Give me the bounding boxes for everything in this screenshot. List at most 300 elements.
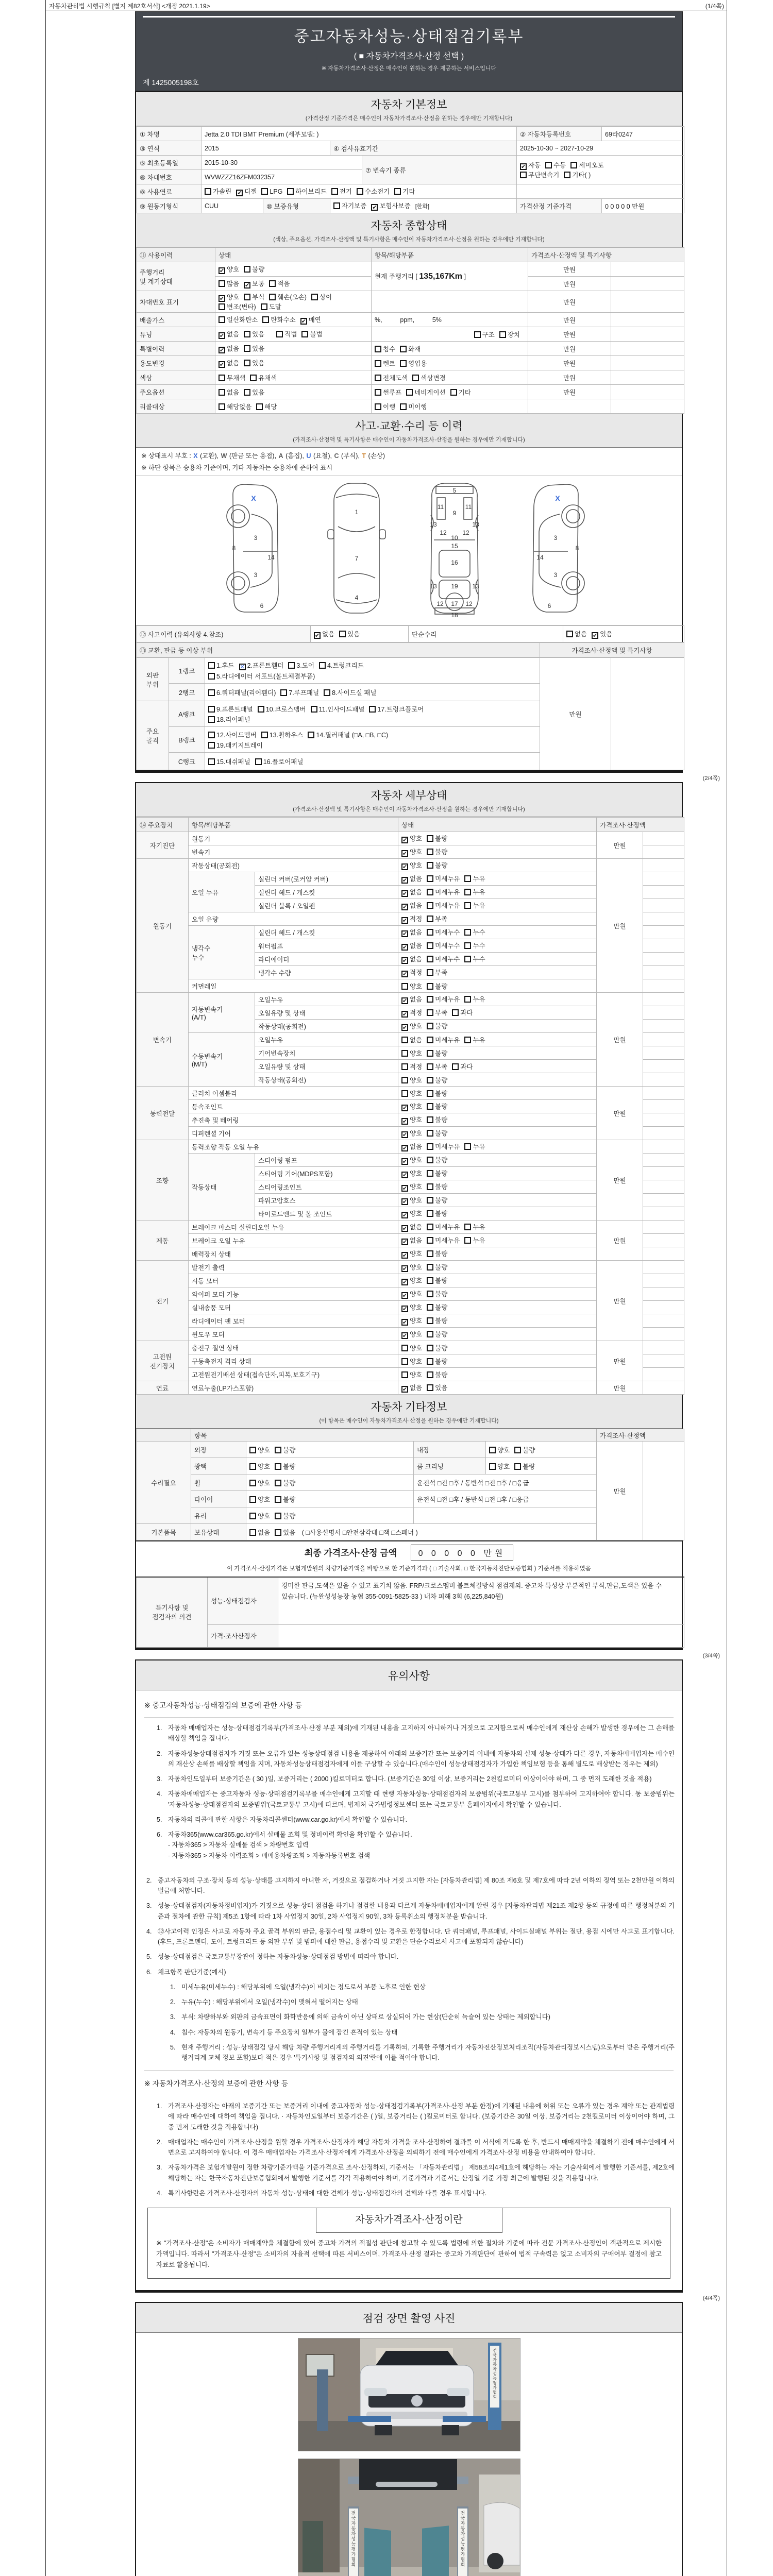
- checkbox[interactable]: ✔: [402, 931, 408, 937]
- checkbox[interactable]: ✔: [402, 891, 408, 897]
- checkbox-option[interactable]: [464, 887, 485, 896]
- checkbox-option[interactable]: [269, 292, 307, 301]
- checkbox[interactable]: ✔: [402, 1239, 408, 1245]
- checkbox[interactable]: [208, 689, 215, 696]
- checkbox[interactable]: [401, 1050, 408, 1057]
- checkbox-option[interactable]: [545, 160, 566, 170]
- checkbox[interactable]: ✔: [402, 1252, 408, 1259]
- checkbox-option[interactable]: [427, 1235, 460, 1245]
- checkbox-option[interactable]: [427, 1343, 447, 1352]
- checkbox-option[interactable]: [239, 660, 284, 670]
- checkbox[interactable]: [427, 1050, 433, 1057]
- checkbox-option[interactable]: [219, 344, 239, 353]
- checkbox[interactable]: ✕: [240, 664, 245, 670]
- checkbox[interactable]: ✔: [402, 904, 408, 910]
- checkbox-option[interactable]: [208, 660, 234, 670]
- checkbox-option[interactable]: [427, 968, 447, 977]
- checkbox[interactable]: [489, 1447, 496, 1453]
- checkbox[interactable]: [288, 662, 295, 669]
- checkbox-option[interactable]: [258, 704, 306, 714]
- checkbox[interactable]: ✔: [593, 633, 598, 639]
- checkbox-option[interactable]: [427, 1195, 447, 1205]
- checkbox-option[interactable]: [401, 860, 422, 870]
- checkbox[interactable]: [427, 942, 433, 949]
- checkbox-option[interactable]: [401, 1142, 422, 1151]
- checkbox[interactable]: [261, 732, 268, 738]
- checkbox-option[interactable]: [427, 1115, 447, 1124]
- checkbox-option[interactable]: [219, 329, 239, 339]
- checkbox[interactable]: ✔: [402, 1226, 408, 1232]
- checkbox-option[interactable]: [427, 1316, 447, 1325]
- checkbox-option[interactable]: [452, 1062, 473, 1071]
- checkbox-option[interactable]: [464, 994, 485, 1004]
- checkbox-option[interactable]: [319, 660, 364, 670]
- checkbox-option[interactable]: [401, 1249, 422, 1259]
- checkbox-option[interactable]: [427, 847, 447, 856]
- checkbox[interactable]: ✔: [402, 1319, 408, 1326]
- checkbox-option[interactable]: [427, 874, 460, 883]
- checkbox-option[interactable]: [333, 201, 366, 210]
- checkbox[interactable]: [219, 375, 225, 381]
- checkbox-option[interactable]: [427, 834, 447, 843]
- checkbox-option[interactable]: [427, 914, 447, 923]
- checkbox[interactable]: ✔: [402, 1306, 408, 1312]
- checkbox[interactable]: [452, 1063, 459, 1070]
- checkbox[interactable]: [427, 1009, 433, 1016]
- checkbox[interactable]: ✔: [402, 1212, 408, 1218]
- checkbox-option[interactable]: [401, 1302, 422, 1312]
- checkbox-option[interactable]: [275, 1462, 295, 1471]
- checkbox[interactable]: [255, 758, 262, 765]
- checkbox[interactable]: ✔: [402, 837, 408, 843]
- checkbox[interactable]: [464, 929, 471, 936]
- checkbox-option[interactable]: [401, 968, 422, 977]
- checkbox-option[interactable]: [427, 1089, 447, 1098]
- checkbox[interactable]: [311, 706, 317, 713]
- checkbox-option[interactable]: [280, 688, 319, 697]
- checkbox[interactable]: [249, 1496, 256, 1503]
- checkbox[interactable]: [427, 1170, 433, 1177]
- checkbox-option[interactable]: [262, 315, 295, 324]
- checkbox-option[interactable]: [427, 1021, 447, 1030]
- checkbox-option[interactable]: [427, 1262, 447, 1272]
- checkbox[interactable]: [331, 188, 338, 195]
- checkbox-option[interactable]: [401, 1075, 422, 1084]
- checkbox[interactable]: [545, 162, 552, 168]
- checkbox[interactable]: [427, 1345, 433, 1351]
- checkbox[interactable]: [249, 1463, 256, 1470]
- checkbox-option[interactable]: [401, 1062, 422, 1071]
- checkbox[interactable]: [333, 202, 340, 209]
- checkbox[interactable]: [244, 360, 250, 366]
- checkbox[interactable]: [427, 1250, 433, 1257]
- checkbox[interactable]: [401, 1345, 408, 1351]
- checkbox-option[interactable]: [427, 901, 460, 910]
- checkbox[interactable]: [275, 1480, 281, 1486]
- checkbox-option[interactable]: [275, 1511, 295, 1520]
- checkbox[interactable]: [400, 360, 407, 367]
- checkbox-option[interactable]: [401, 1115, 422, 1125]
- checkbox[interactable]: [401, 1090, 408, 1097]
- checkbox[interactable]: [464, 902, 471, 909]
- checkbox[interactable]: [427, 1224, 433, 1230]
- checkbox[interactable]: ✔: [402, 1159, 408, 1165]
- checkbox-option[interactable]: [464, 1142, 485, 1151]
- checkbox-option[interactable]: [401, 954, 422, 964]
- checkbox[interactable]: ✔: [220, 347, 225, 353]
- checkbox-option[interactable]: [219, 387, 239, 397]
- checkbox[interactable]: [339, 631, 346, 637]
- checkbox-option[interactable]: [427, 1182, 447, 1191]
- checkbox[interactable]: [427, 1090, 433, 1097]
- checkbox[interactable]: [256, 403, 263, 410]
- checkbox[interactable]: ✔: [521, 164, 526, 170]
- checkbox-option[interactable]: [219, 292, 239, 302]
- checkbox[interactable]: [564, 172, 570, 178]
- checkbox-option[interactable]: [256, 402, 277, 411]
- checkbox-option[interactable]: [401, 1155, 422, 1165]
- checkbox-option[interactable]: [400, 359, 427, 368]
- checkbox-option[interactable]: [371, 201, 410, 211]
- checkbox[interactable]: [452, 1009, 459, 1016]
- checkbox-option[interactable]: [401, 1329, 422, 1339]
- checkbox[interactable]: ✔: [245, 282, 250, 289]
- checkbox[interactable]: ✔: [315, 633, 320, 639]
- checkbox[interactable]: [401, 983, 408, 990]
- checkbox-option[interactable]: [269, 279, 290, 288]
- checkbox-option[interactable]: [427, 941, 460, 950]
- checkbox-option[interactable]: [566, 629, 587, 638]
- checkbox[interactable]: [249, 1529, 256, 1536]
- checkbox[interactable]: [262, 316, 269, 323]
- checkbox[interactable]: [261, 188, 268, 195]
- checkbox[interactable]: [219, 316, 225, 323]
- checkbox-option[interactable]: [427, 1155, 447, 1164]
- checkbox-option[interactable]: [401, 874, 422, 884]
- checkbox[interactable]: [219, 280, 225, 287]
- checkbox[interactable]: [208, 706, 215, 713]
- checkbox-option[interactable]: [464, 954, 485, 963]
- checkbox[interactable]: [275, 1529, 281, 1536]
- checkbox[interactable]: [357, 188, 363, 195]
- checkbox-option[interactable]: [401, 927, 422, 937]
- checkbox-option[interactable]: [520, 160, 541, 170]
- checkbox-option[interactable]: [261, 188, 282, 195]
- checkbox-option[interactable]: [244, 329, 264, 338]
- checkbox-option[interactable]: [208, 671, 315, 681]
- checkbox[interactable]: [427, 1371, 433, 1378]
- checkbox-option[interactable]: [427, 1249, 447, 1258]
- checkbox-option[interactable]: [324, 688, 376, 697]
- checkbox[interactable]: ✔: [402, 1199, 408, 1205]
- checkbox-option[interactable]: [401, 1089, 422, 1098]
- checkbox[interactable]: [375, 403, 381, 410]
- checkbox[interactable]: ✔: [402, 1145, 408, 1151]
- checkbox-option[interactable]: [287, 187, 326, 196]
- checkbox[interactable]: [400, 403, 407, 410]
- checkbox-option[interactable]: [427, 927, 460, 937]
- checkbox-option[interactable]: [261, 302, 281, 311]
- checkbox[interactable]: [261, 303, 267, 310]
- checkbox[interactable]: [375, 389, 381, 396]
- checkbox[interactable]: ✔: [220, 296, 225, 302]
- checkbox-option[interactable]: [401, 1289, 422, 1299]
- checkbox-option[interactable]: [375, 359, 395, 368]
- checkbox-option[interactable]: [427, 860, 447, 870]
- checkbox-option[interactable]: [275, 1445, 295, 1454]
- checkbox[interactable]: ✔: [402, 944, 408, 951]
- checkbox[interactable]: [514, 1447, 521, 1453]
- checkbox-option[interactable]: [300, 315, 321, 325]
- checkbox-option[interactable]: [514, 1445, 535, 1454]
- checkbox-option[interactable]: [375, 387, 401, 397]
- checkbox[interactable]: [219, 403, 225, 410]
- checkbox-option[interactable]: [339, 629, 360, 638]
- checkbox[interactable]: [406, 389, 413, 396]
- checkbox[interactable]: [275, 1513, 281, 1519]
- checkbox[interactable]: [427, 902, 433, 909]
- checkbox-option[interactable]: [275, 1495, 295, 1504]
- checkbox[interactable]: [464, 996, 471, 1003]
- checkbox[interactable]: [375, 360, 381, 367]
- checkbox[interactable]: [427, 1143, 433, 1150]
- checkbox[interactable]: [427, 1291, 433, 1297]
- checkbox[interactable]: [369, 706, 376, 713]
- checkbox-option[interactable]: [375, 402, 395, 411]
- checkbox[interactable]: ✔: [402, 918, 408, 924]
- checkbox-option[interactable]: [427, 1357, 447, 1366]
- checkbox-option[interactable]: [452, 1008, 473, 1017]
- checkbox-option[interactable]: [401, 834, 422, 843]
- checkbox[interactable]: [464, 875, 471, 882]
- checkbox-option[interactable]: [427, 1075, 447, 1084]
- checkbox[interactable]: ✔: [402, 1185, 408, 1192]
- checkbox-option[interactable]: [427, 1062, 447, 1071]
- checkbox-option[interactable]: [244, 279, 264, 289]
- checkbox[interactable]: [464, 1037, 471, 1043]
- checkbox[interactable]: [244, 331, 250, 337]
- checkbox-option[interactable]: [401, 1168, 422, 1178]
- checkbox-option[interactable]: [427, 1383, 447, 1392]
- checkbox[interactable]: [401, 1037, 408, 1043]
- checkbox-option[interactable]: [249, 1511, 270, 1520]
- checkbox[interactable]: [308, 732, 314, 738]
- checkbox-option[interactable]: [249, 1445, 270, 1454]
- checkbox-option[interactable]: [427, 1142, 460, 1151]
- checkbox[interactable]: ✔: [372, 205, 377, 211]
- checkbox[interactable]: ✔: [402, 1025, 408, 1031]
- checkbox-option[interactable]: [401, 1048, 422, 1058]
- checkbox-option[interactable]: [474, 330, 495, 339]
- checkbox[interactable]: [464, 956, 471, 962]
- checkbox-option[interactable]: [464, 901, 485, 910]
- checkbox-option[interactable]: [208, 740, 263, 750]
- checkbox-option[interactable]: [275, 1528, 295, 1537]
- checkbox[interactable]: ✔: [402, 1011, 408, 1018]
- checkbox-option[interactable]: [311, 704, 365, 714]
- checkbox-option[interactable]: [219, 302, 256, 311]
- checkbox-option[interactable]: [219, 402, 251, 411]
- checkbox-option[interactable]: [464, 1222, 485, 1231]
- checkbox[interactable]: ✔: [220, 362, 225, 368]
- checkbox-option[interactable]: [427, 1168, 447, 1178]
- checkbox[interactable]: [464, 1237, 471, 1244]
- checkbox[interactable]: [412, 375, 419, 381]
- checkbox-option[interactable]: [564, 170, 591, 179]
- checkbox-option[interactable]: [427, 1128, 447, 1138]
- checkbox-option[interactable]: [427, 1370, 447, 1379]
- checkbox[interactable]: ✔: [402, 998, 408, 1004]
- checkbox-option[interactable]: [401, 1222, 422, 1232]
- checkbox-option[interactable]: [427, 954, 460, 963]
- checkbox[interactable]: [401, 1077, 408, 1083]
- checkbox[interactable]: [427, 983, 433, 990]
- checkbox[interactable]: [427, 1023, 433, 1029]
- checkbox[interactable]: ✔: [301, 318, 306, 325]
- checkbox-option[interactable]: [520, 170, 559, 179]
- checkbox-option[interactable]: [255, 757, 304, 766]
- checkbox-option[interactable]: [400, 344, 421, 353]
- checkbox-option[interactable]: [464, 941, 485, 950]
- checkbox-option[interactable]: [427, 1222, 460, 1231]
- checkbox[interactable]: [427, 996, 433, 1003]
- checkbox[interactable]: ✔: [402, 1333, 408, 1339]
- checkbox-option[interactable]: [427, 994, 460, 1004]
- checkbox[interactable]: [427, 1358, 433, 1365]
- checkbox-option[interactable]: [489, 1462, 510, 1471]
- checkbox[interactable]: [427, 1304, 433, 1311]
- checkbox[interactable]: [474, 331, 481, 338]
- checkbox-option[interactable]: [288, 660, 314, 670]
- checkbox-option[interactable]: [464, 874, 485, 883]
- checkbox[interactable]: [514, 1463, 521, 1470]
- checkbox-option[interactable]: [427, 1329, 447, 1338]
- checkbox-option[interactable]: [208, 730, 257, 739]
- checkbox-option[interactable]: [244, 292, 264, 301]
- checkbox-option[interactable]: [401, 1209, 422, 1218]
- checkbox[interactable]: [427, 849, 433, 855]
- checkbox[interactable]: ✔: [402, 1279, 408, 1285]
- checkbox-option[interactable]: [219, 373, 245, 382]
- checkbox[interactable]: [394, 188, 401, 195]
- checkbox-option[interactable]: [464, 1235, 485, 1245]
- checkbox[interactable]: [427, 1063, 433, 1070]
- checkbox-option[interactable]: [401, 1262, 422, 1272]
- checkbox[interactable]: [427, 1331, 433, 1337]
- checkbox-option[interactable]: [244, 387, 264, 397]
- checkbox[interactable]: [427, 1237, 433, 1244]
- checkbox-option[interactable]: [401, 1357, 422, 1366]
- checkbox[interactable]: [450, 389, 457, 396]
- checkbox[interactable]: [566, 631, 573, 637]
- checkbox-option[interactable]: [375, 373, 408, 382]
- checkbox[interactable]: [489, 1463, 496, 1470]
- checkbox-option[interactable]: [314, 629, 334, 639]
- checkbox-option[interactable]: [275, 1478, 295, 1487]
- checkbox-option[interactable]: [244, 344, 264, 353]
- checkbox-option[interactable]: [401, 901, 422, 910]
- checkbox-option[interactable]: [427, 1048, 447, 1058]
- checkbox-option[interactable]: [427, 1302, 447, 1312]
- checkbox[interactable]: ✔: [402, 1118, 408, 1125]
- checkbox-option[interactable]: [450, 387, 471, 397]
- checkbox-option[interactable]: [249, 1495, 270, 1504]
- checkbox-option[interactable]: [208, 715, 250, 724]
- checkbox[interactable]: [427, 862, 433, 869]
- checkbox[interactable]: ✔: [402, 1172, 408, 1178]
- checkbox[interactable]: [427, 969, 433, 976]
- checkbox[interactable]: [375, 375, 381, 381]
- checkbox-option[interactable]: [208, 757, 250, 766]
- checkbox-option[interactable]: [427, 1101, 447, 1111]
- checkbox[interactable]: [244, 345, 250, 352]
- checkbox-option[interactable]: [427, 1035, 460, 1044]
- checkbox[interactable]: [208, 732, 215, 738]
- checkbox[interactable]: [427, 875, 433, 882]
- checkbox[interactable]: [427, 1103, 433, 1110]
- checkbox[interactable]: [499, 331, 506, 338]
- checkbox[interactable]: [208, 758, 215, 765]
- checkbox[interactable]: [287, 188, 294, 195]
- checkbox-option[interactable]: [219, 358, 239, 368]
- checkbox[interactable]: ✔: [402, 1293, 408, 1299]
- checkbox-option[interactable]: [401, 847, 422, 857]
- checkbox-option[interactable]: [464, 1035, 485, 1044]
- checkbox[interactable]: [464, 889, 471, 895]
- checkbox-option[interactable]: [401, 1008, 422, 1018]
- checkbox[interactable]: [249, 1513, 256, 1519]
- checkbox-option[interactable]: [499, 330, 520, 339]
- checkbox[interactable]: ✔: [402, 864, 408, 870]
- checkbox[interactable]: [427, 1384, 433, 1391]
- checkbox[interactable]: [427, 1264, 433, 1270]
- checkbox-option[interactable]: [375, 344, 395, 353]
- checkbox-option[interactable]: [401, 994, 422, 1004]
- checkbox[interactable]: [280, 689, 287, 696]
- checkbox-option[interactable]: [592, 629, 612, 639]
- checkbox-option[interactable]: [401, 1235, 422, 1245]
- checkbox[interactable]: [208, 673, 215, 680]
- checkbox[interactable]: [276, 331, 283, 337]
- checkbox-option[interactable]: [401, 1276, 422, 1285]
- checkbox[interactable]: [520, 172, 527, 178]
- checkbox[interactable]: ✔: [220, 268, 225, 274]
- checkbox-option[interactable]: [219, 264, 239, 274]
- checkbox-option[interactable]: [394, 187, 415, 196]
- checkbox[interactable]: [319, 662, 326, 669]
- checkbox-option[interactable]: [208, 704, 253, 714]
- checkbox[interactable]: [269, 294, 276, 300]
- checkbox-option[interactable]: [208, 688, 276, 697]
- checkbox[interactable]: [205, 188, 211, 195]
- checkbox[interactable]: [401, 1371, 408, 1378]
- checkbox-option[interactable]: [401, 941, 422, 951]
- checkbox-option[interactable]: [401, 1128, 422, 1138]
- checkbox[interactable]: [427, 1116, 433, 1123]
- checkbox-option[interactable]: [427, 1289, 447, 1298]
- checkbox[interactable]: [208, 716, 215, 723]
- checkbox-option[interactable]: [276, 329, 297, 338]
- checkbox-option[interactable]: [369, 704, 424, 714]
- checkbox-option[interactable]: [249, 1528, 270, 1537]
- checkbox[interactable]: [258, 706, 264, 713]
- checkbox[interactable]: [219, 303, 225, 310]
- checkbox-option[interactable]: [244, 358, 264, 367]
- checkbox-option[interactable]: [205, 187, 231, 196]
- checkbox[interactable]: [570, 162, 577, 168]
- checkbox-option[interactable]: [401, 1101, 422, 1111]
- checkbox[interactable]: [427, 1077, 433, 1083]
